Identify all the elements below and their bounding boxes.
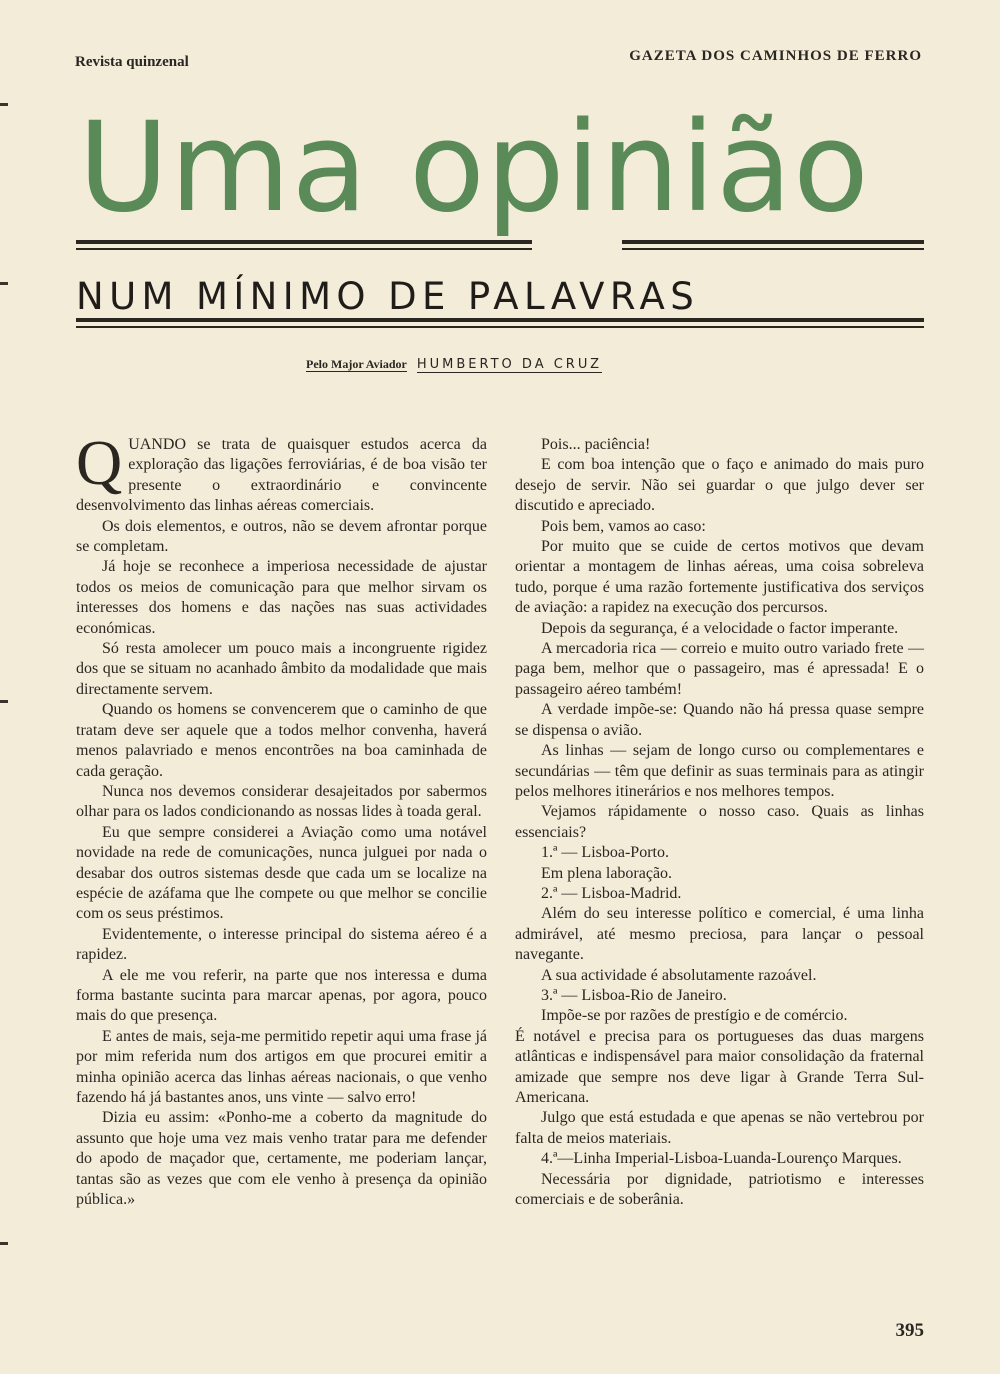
- running-head-left: Revista quinzenal: [75, 54, 189, 70]
- paragraph: Nunca nos devemos considerar desajeitados por sabermos olhar para os lados condicionando as nossas lides à toada geral.: [76, 782, 487, 821]
- list-item: 2.ª — Lisboa-Madrid.: [541, 884, 682, 902]
- paragraph: Os dois elementos, e outros, não se devem afrontar porque se completam.: [76, 517, 487, 556]
- paragraph: Evidentemente, o interesse principal do sistema aéreo é a rapidez.: [76, 925, 487, 964]
- byline: [306, 357, 602, 373]
- paragraph: Pois bem, vamos ao caso:: [541, 517, 706, 535]
- title-rule-left-thin: [76, 248, 532, 250]
- paragraph: A sua actividade é absolutamente razoável.: [541, 966, 817, 984]
- paragraph: Em plena laboração.: [541, 864, 673, 882]
- edge-mark: [0, 700, 8, 703]
- paragraph: Só resta amolecer um pouco mais a incongruente rigidez dos que se situam no acanhado âmbito da modalidade que mais directamente servem.: [76, 640, 487, 698]
- article-subtitle: NUM MÍNIMO DE PALAVRAS: [76, 275, 700, 318]
- paragraph: A ele me vou referir, na parte que nos interessa e duma forma bastante sucinta para marcar apenas, por agora, pouco mais do que presença.: [76, 966, 487, 1025]
- paragraph: Pois... paciência!: [541, 436, 651, 453]
- list-item: 1.ª — Lisboa-Porto.: [541, 844, 669, 862]
- edge-mark: [0, 103, 8, 106]
- paragraph: Depois da segurança, é a velocidade o factor imperante.: [541, 619, 899, 637]
- paragraph: A mercadoria rica — correio e muito outro variado frete — paga bem, melhor que o passageiro, mas é apressada! E o passageiro aéreo também!: [515, 640, 924, 698]
- paragraph: Já hoje se reconhece a imperiosa necessidade de ajustar todos os meios de comunicação para que melhor sirvam os interesses dos homens e das nações nas suas actividades económicas.: [76, 558, 487, 637]
- edge-mark: [0, 282, 8, 285]
- drop-cap: Q: [76, 427, 123, 498]
- paragraph: A verdade impõe-se: Quando não há pressa quase sempre se dispensa o avião.: [515, 701, 924, 739]
- list-item: 3.ª — Lisboa-Rio de Janeiro.: [541, 986, 727, 1004]
- paragraph: Dizia eu assim: «Ponho-me a coberto da magnitude do assunto que hoje uma vez mais venho tratar para me defender do apodo de maçador que, certamente, me poderiam lançar, tantas são as vezes que com ele venho à presença da opinião pública.»: [76, 1109, 487, 1209]
- byline-prefix: Pelo Major Aviador: [306, 357, 407, 371]
- paragraph: As linhas — sejam de longo curso ou complementares e secundárias — têm que definir as suas terminais para as atingir pelos melhores itinerários e nos melhores tempos.: [515, 742, 924, 800]
- title-rule-right-thick: [622, 240, 924, 244]
- running-head-right: GAZETA DOS CAMINHOS DE FERRO: [629, 48, 922, 64]
- title-rule-right-thin: [622, 248, 924, 250]
- article-title: Uma opinião: [78, 96, 870, 240]
- paragraph: Vejamos rápidamente o nosso caso. Quais as linhas essenciais?: [515, 803, 924, 841]
- paragraph: Quando os homens se convencerem que o caminho de que tratam deve ser aquele que a todos melhor convenha, haverá menos palavriado e menos encontrões na boa caminhada de cada geração.: [76, 701, 487, 780]
- paragraph: E antes de mais, seja-me permitido repetir aqui uma frase já por mim referida num dos artigos em que procurei emitir a minha opinião acerca das linhas aéreas nacionais, o que venho fazendo há já bastantes anos, uns vinte — salvo erro!: [76, 1027, 487, 1106]
- byline-author: HUMBERTO DA CRUZ: [416, 357, 603, 372]
- subtitle-rule-thin: [76, 326, 924, 328]
- subtitle-rule-thick: [76, 318, 924, 322]
- paragraph: Julgo que está estudada e que apenas se não vertebrou por falta de meios materiais.: [515, 1109, 924, 1147]
- paragraph: E com boa intenção que o faço e animado do mais puro desejo de servir. Não sei guardar o que julgo dever ser discutido e apreciado.: [515, 456, 924, 515]
- page-number: 395: [895, 1320, 924, 1341]
- paragraph: QUANDO se trata de quaisquer estudos acerca da exploração das ligações ferroviárias, é de boa visão ter presente o extraordinário e convincente desenvolvimento das linhas aéreas comerciais.: [76, 427, 487, 515]
- paragraph: Além do seu interesse político e comercial, é uma linha admirável, até mesmo preciosa, para lançar o pessoal navegante.: [515, 905, 924, 964]
- paragraph: Impõe-se por razões de prestígio e de comércio.: [541, 1007, 848, 1025]
- paragraph: Eu que sempre considerei a Aviação como uma notável novidade na rede de comunicações, nunca julguei por nada o desabar dos outros sistemas desde que cada um se localize na espécie de azáfama que lhe compete ou que melhor se concilie com os seus préstimos.: [76, 823, 487, 923]
- edge-mark: [0, 1242, 8, 1245]
- title-rule-left-thick: [76, 240, 532, 244]
- paragraph: É notável e precisa para os portugueses das duas margens atlânticas e indispensável para maior consolidação da fraternal amizade que sempre nos deve ligar à Grande Terra Sul-Americana.: [515, 1027, 924, 1106]
- paragraph: Por muito que se cuide de certos motivos que devam orientar a montagem de linhas aéreas, uma coisa sobreleva tudo, porque é uma razão fortemente justificativa dos serviços de aviação: a rapidez na execução dos percursos.: [515, 538, 924, 617]
- list-item: 4.ª—Linha Imperial-Lisboa-Luanda-Lourenço Marques.: [541, 1150, 902, 1168]
- article-column-right: [515, 435, 924, 1210]
- paragraph: Necessária por dignidade, patriotismo e interesses comerciais e de soberânia.: [515, 1170, 924, 1209]
- article-column-left: [76, 427, 487, 1210]
